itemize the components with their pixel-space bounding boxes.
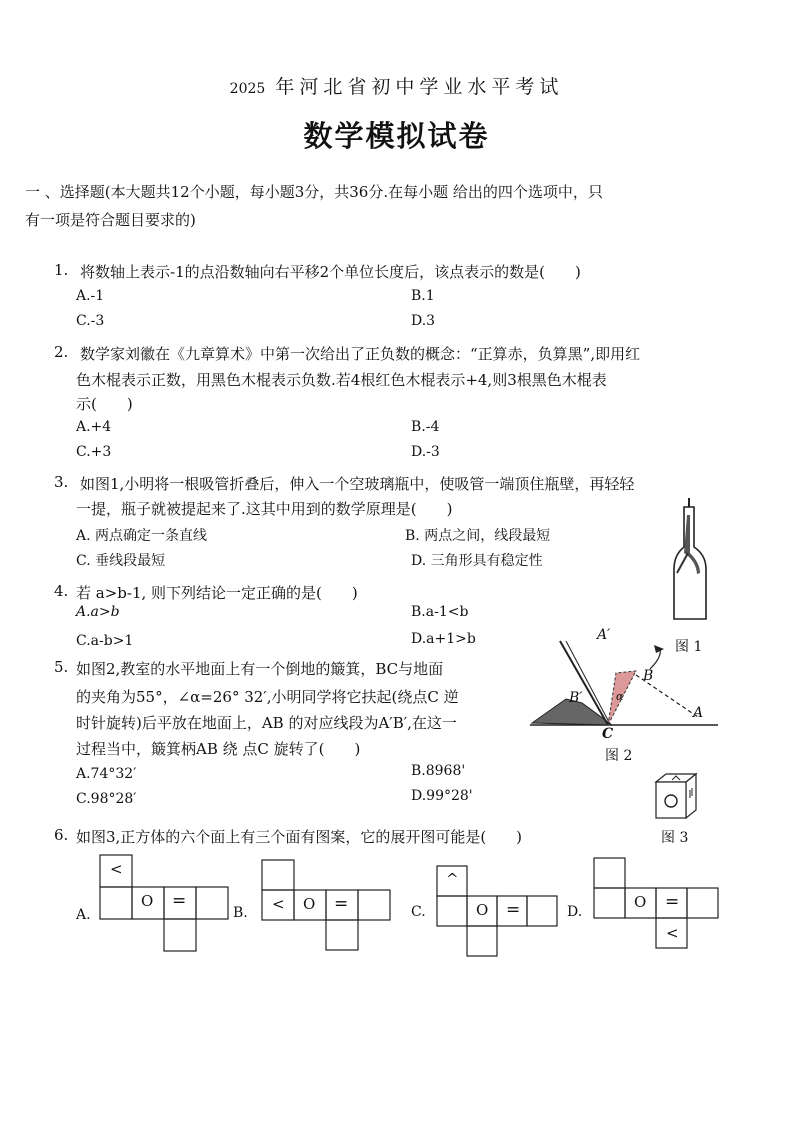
question-number: 5. — [54, 658, 69, 676]
option-b: B.1 — [411, 288, 435, 304]
symbol-circle: O — [476, 901, 489, 919]
question-text: 若 a>b-1, 则下列结论一定正确的是( ) — [76, 584, 358, 602]
symbol-angle: < — [110, 860, 123, 878]
option-c: C.-3 — [76, 313, 105, 329]
question-text: 过程当中，簸箕柄AB 绕 点C 旋转了( ) — [76, 740, 361, 758]
net-option-c — [435, 864, 559, 960]
net-option-d — [592, 856, 720, 952]
figure-1-caption: 图 1 — [675, 639, 703, 655]
net-option-b — [260, 858, 392, 954]
question-text: 时针旋转)后平放在地面上，AB 的对应线段为A′B′,在这一 — [76, 714, 457, 732]
symbol-lines: = — [172, 891, 187, 911]
question-text: 一提，瓶子就被提起来了.这其中用到的数学原理是( ) — [76, 500, 453, 518]
symbol-circle: O — [141, 892, 154, 910]
symbol-lines: = — [506, 900, 521, 920]
option-b: B. — [233, 905, 248, 921]
point-label: B — [643, 668, 654, 684]
option-c: C.a-b>1 — [76, 633, 134, 649]
angle-label: α — [616, 690, 624, 703]
question-number: 3. — [54, 473, 69, 491]
option-d: D.3 — [411, 313, 436, 329]
option-a: A.+4 — [76, 419, 112, 435]
question-text: 示( ) — [76, 395, 133, 413]
figure-3-cube — [652, 772, 700, 822]
symbol-lines: = — [334, 894, 349, 914]
point-label: A′ — [597, 627, 611, 643]
option-d: D. 三角形具有稳定性 — [411, 553, 543, 569]
exam-header-title: 年河北省初中学业水平考试 — [275, 76, 564, 98]
option-c: C. 垂线段最短 — [76, 553, 166, 569]
option-d: D.99°28' — [411, 788, 473, 804]
exam-header — [0, 72, 793, 99]
section-instructions-line2: 有一项是符合题目要求的) — [25, 211, 196, 229]
option-a: A.74°32′ — [76, 766, 137, 782]
question-text: 的夹角为55°，∠α=26° 32′,小明同学将它扶起(绕点C 逆 — [76, 688, 459, 706]
question-number: 2. — [54, 343, 69, 361]
question-text: 数学家刘徽在《九章算术》中第一次给出了正负数的概念：“正算赤，负算黑”,即用红 — [80, 345, 641, 363]
point-label: C — [602, 726, 614, 742]
option-c: C.98°28′ — [76, 791, 137, 807]
question-text: 将数轴上表示-1的点沿数轴向右平移2个单位长度后，该点表示的数是( ) — [80, 263, 581, 281]
question-text: 如图1,小明将一根吸管折叠后，伸入一个空玻璃瓶中，使吸管一端顶住瓶壁，再轻轻 — [80, 475, 635, 493]
symbol-hat: ^ — [446, 870, 459, 888]
option-a: A.a>b — [76, 604, 120, 620]
question-text: 如图3,正方体的六个面上有三个面有图案，它的展开图可能是( ) — [76, 828, 523, 846]
question-number: 6. — [54, 826, 69, 844]
section-instructions-line1: 一 、选择题(本大题共12个小题，每小题3分，共36分.在每小题 给出的四个选项中，只 — [25, 183, 603, 201]
symbol-angle: < — [272, 895, 285, 913]
option-c: C. — [411, 904, 426, 920]
option-a: A.-1 — [76, 288, 105, 304]
figure-1-bottle — [660, 495, 716, 623]
option-a: A. — [76, 907, 91, 923]
option-d: D.a+1>b — [411, 631, 476, 647]
symbol-angle: < — [666, 924, 679, 942]
symbol-lines: = — [665, 892, 680, 912]
option-b: B. 两点之间，线段最短 — [405, 528, 551, 544]
option-b: B.a-1<b — [411, 604, 469, 620]
paper-title: 数学模拟试卷 — [303, 119, 490, 153]
symbol-circle: O — [303, 895, 316, 913]
option-a: A. 两点确定一条直线 — [76, 528, 208, 544]
option-b: B.8968' — [411, 763, 466, 779]
net-d-grid — [592, 856, 720, 952]
question-text: 如图2,教室的水平地面上有一个倒地的簸箕，BC与地面 — [76, 660, 444, 678]
question-number: 1. — [54, 261, 69, 279]
question-text: 色木棍表示正数，用黑色木棍表示负数.若4根红色木棍表示+4,则3根黑色木棍表 — [76, 371, 607, 389]
exam-year: 2025 — [229, 81, 266, 97]
option-d: D.-3 — [411, 444, 440, 460]
option-c: C.+3 — [76, 444, 112, 460]
net-option-a — [98, 853, 230, 953]
symbol-circle: O — [634, 893, 647, 911]
point-label: B′ — [569, 690, 583, 706]
option-d: D. — [567, 904, 583, 920]
point-label: A — [693, 705, 704, 721]
question-number: 4. — [54, 582, 69, 600]
figure-2-caption: 图 2 — [605, 748, 633, 764]
figure-3-caption: 图 3 — [661, 830, 689, 846]
option-b: B.-4 — [411, 419, 440, 435]
